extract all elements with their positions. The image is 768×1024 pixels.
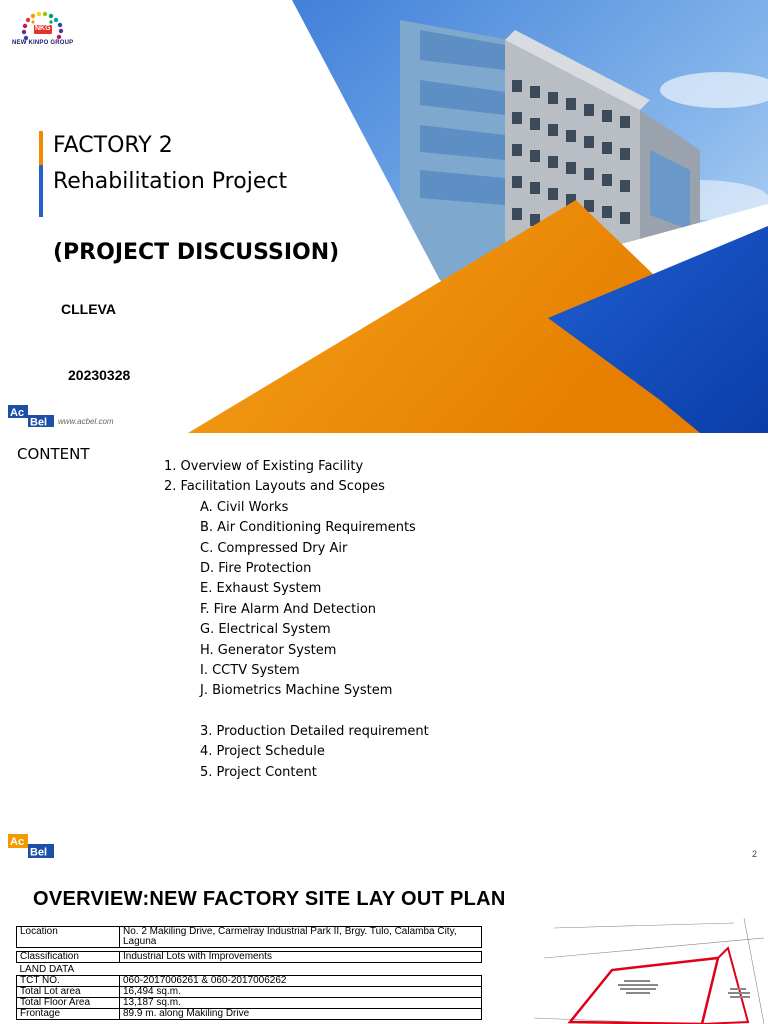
toc-subitem: C. Compressed Dry Air [200, 540, 348, 556]
toc-subitem: A. Civil Works [200, 499, 289, 515]
table-row [17, 927, 482, 948]
overview-slide [0, 874, 768, 1024]
author-name: CLLEVA [61, 301, 116, 317]
toc-item: 3. Production Detailed requirement [200, 724, 429, 740]
nkg-logo-text: NKG [35, 25, 51, 32]
acbel-logo-bel: Bel [30, 416, 48, 427]
acbel-logo-bel: Bel [30, 846, 48, 858]
toc-subitem: B. Air Conditioning Requirements [200, 520, 416, 536]
toc-spacer [164, 702, 429, 722]
classification-value: Industrial Lots with Improvements [120, 952, 482, 963]
contents-heading: CONTENT [17, 445, 90, 463]
slide-subtitle: (PROJECT DISCUSSION) [53, 240, 340, 265]
slide-title-line1: FACTORY 2 [53, 133, 173, 158]
table-row [17, 998, 482, 1009]
tct-label: TCT NO. [17, 976, 120, 987]
location-value: No. 2 Makiling Drive, Carmelray Industrial Park II, Brgy. Tulo, Calamba City, Laguna [120, 927, 482, 948]
floor-area-label: Total Floor Area [17, 998, 120, 1009]
land-data-table [16, 926, 482, 1020]
title-slide [0, 0, 768, 433]
location-label: Location [17, 927, 120, 948]
site-map-image [534, 918, 768, 1024]
toc-subitem: F. Fire Alarm And Detection [200, 601, 377, 617]
tct-value: 060-2017006261 & 060-2017006262 [120, 976, 482, 987]
toc-item: 2. Facilitation Layouts and Scopes [164, 479, 385, 495]
table-row [17, 987, 482, 998]
classification-label: Classification [17, 952, 120, 963]
contents-slide [0, 433, 768, 863]
lot-area-label: Total Lot area [17, 987, 120, 998]
table-row [17, 952, 482, 963]
presentation-date: 20230328 [68, 367, 131, 383]
nkg-group-caption: NEW KINPO GROUP [12, 40, 74, 46]
table-of-contents [164, 457, 429, 783]
floor-area-value: 13,187 sq.m. [120, 998, 482, 1009]
slide-title-line2: Rehabilitation Project [53, 169, 288, 194]
acbel-website-link[interactable]: www.acbel.com [58, 417, 114, 426]
land-data-label: LAND DATA [17, 963, 482, 976]
acbel-logo-ac: Ac [10, 407, 25, 419]
table-row [17, 976, 482, 987]
overview-title: OVERVIEW:NEW FACTORY SITE LAY OUT PLAN [33, 888, 506, 910]
title-accent-orange [39, 131, 43, 165]
toc-subitem: I. CCTV System [200, 662, 300, 678]
toc-subitem: G. Electrical System [200, 622, 331, 638]
toc-subitem: J. Biometrics Machine System [200, 683, 393, 699]
table-row [17, 1009, 482, 1020]
acbel-logo-icon [8, 834, 54, 858]
toc-subitem: D. Fire Protection [200, 560, 312, 576]
lot-area-value: 16,494 sq.m. [120, 987, 482, 998]
title-accent-blue [39, 165, 43, 217]
toc-item: 1. Overview of Existing Facility [164, 459, 364, 474]
toc-subitem: H. Generator System [200, 642, 337, 658]
toc-subitem: E. Exhaust System [200, 581, 322, 597]
toc-item: 4. Project Schedule [200, 744, 325, 760]
frontage-label: Frontage [17, 1009, 120, 1020]
toc-item: 5. Project Content [200, 764, 317, 780]
page-number: 2 [752, 849, 758, 859]
acbel-logo-icon [8, 405, 54, 427]
acbel-logo-ac: Ac [10, 836, 25, 848]
frontage-value: 89.9 m. along Makiling Drive [120, 1009, 482, 1020]
